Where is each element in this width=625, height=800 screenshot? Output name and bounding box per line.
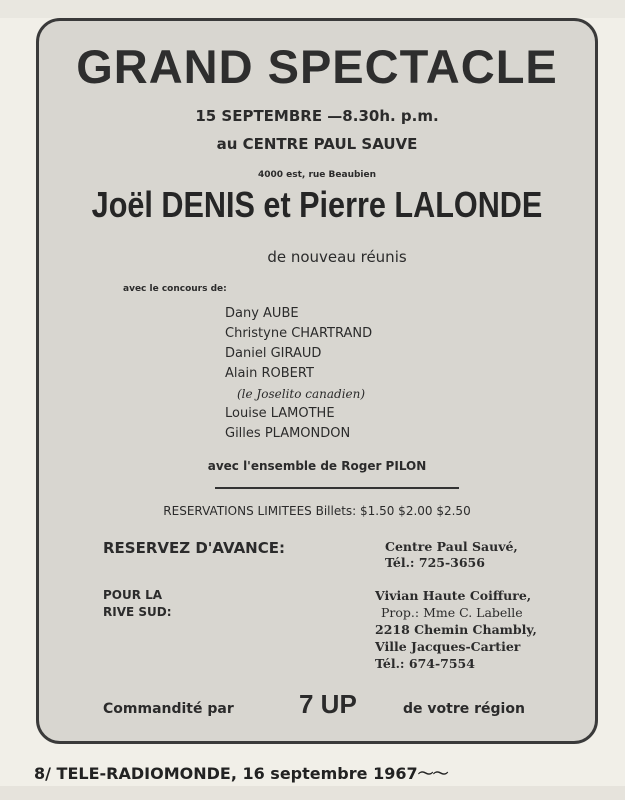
page-footer — [34, 761, 448, 784]
artist-name: Christyne CHARTRAND — [225, 326, 373, 341]
venue-address: 4000 est, rue Beaubien — [257, 170, 377, 180]
salon-address: 2218 Chemin Chambly, — [375, 622, 537, 637]
rive-sud-label — [103, 587, 172, 621]
artist-note: (le Joselito canadien) — [237, 387, 366, 401]
artist-name: Daniel GIRAUD — [225, 346, 322, 361]
headliners: Joël DENIS et Pierre LALONDE — [91, 184, 543, 225]
box-office-contact — [385, 539, 518, 571]
salon-phone: Tél.: 674-7554 — [375, 656, 475, 671]
advertisement-panel — [36, 18, 598, 744]
scan-margin-top — [0, 0, 625, 18]
subtitle: de nouveau réunis — [267, 248, 407, 266]
box-office-phone: Tél.: 725-3656 — [385, 555, 485, 570]
box-office-name: Centre Paul Sauvé, — [385, 539, 518, 554]
salon-owner: Prop.: Mme C. Labelle — [381, 605, 523, 620]
sponsor-brand: 7 UP — [299, 689, 357, 719]
salon-city: Ville Jacques-Cartier — [375, 639, 521, 654]
sponsor-prefix: Commandité par — [103, 701, 234, 717]
ticket-prices: RESERVATIONS LIMITEES Billets: $1.50 $2.00 $2.50 — [163, 504, 471, 518]
event-venue: au CENTRE PAUL SAUVE — [216, 135, 418, 153]
artist-list — [225, 304, 372, 444]
reserve-label: RESERVEZ D'AVANCE: — [103, 539, 285, 557]
sponsor-suffix: de votre région — [403, 701, 525, 717]
artist-name: Louise LAMOTHE — [225, 406, 335, 421]
footer-wave: 〜〜 — [417, 764, 448, 783]
rive-sud-line1: POUR LA — [103, 588, 163, 602]
divider-line — [215, 487, 459, 489]
artist-name: Dany AUBE — [225, 306, 299, 321]
footer-citation: 8/ TELE-RADIOMONDE, 16 septembre 1967 — [34, 764, 418, 783]
concours-label: avec le concours de: — [123, 284, 227, 294]
ad-title: GRAND SPECTACLE — [76, 40, 558, 93]
rive-sud-line2: RIVE SUD: — [103, 605, 172, 619]
event-date: 15 SEPTEMBRE —8.30h. p.m. — [195, 107, 439, 125]
rive-sud-contact — [375, 587, 537, 672]
scan-margin-bottom — [0, 786, 625, 800]
artist-name: Alain ROBERT — [225, 366, 314, 381]
salon-name: Vivian Haute Coiffure, — [375, 588, 532, 603]
artist-name: Gilles PLAMONDON — [225, 426, 351, 441]
ensemble-credit: avec l'ensemble de Roger PILON — [207, 459, 427, 473]
